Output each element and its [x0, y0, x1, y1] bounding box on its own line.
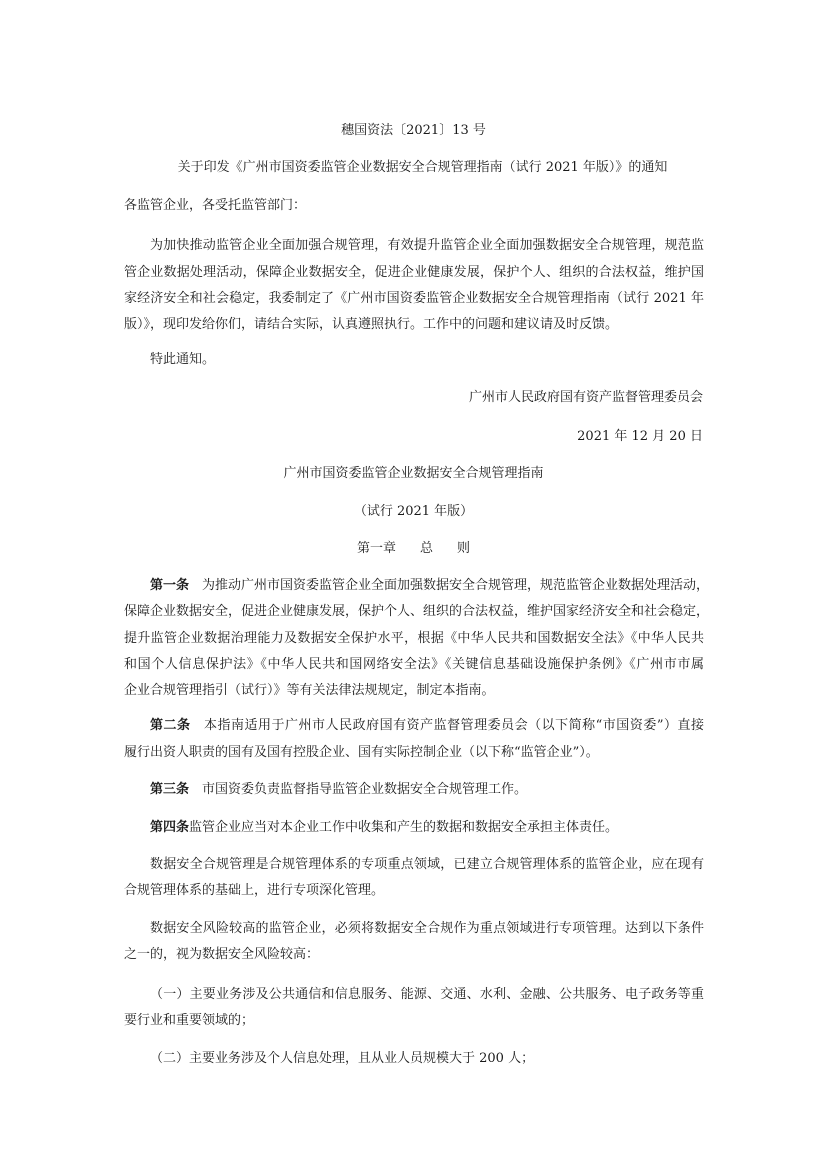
item-1-line-1: （一）主要业务涉及公共通信和信息服务、能源、交通、水利、金融、公共服务、电子政务等重 — [150, 987, 704, 1002]
article-1-line-2: 保障企业数据安全，促进企业健康发展，保护个人、组织的合法权益，维护国家经济安全和社会稳定， — [124, 604, 710, 619]
item-1-line-2: 要行业和重要领域的； — [124, 1013, 255, 1028]
article-1-line-1 — [150, 578, 710, 593]
high-risk-line-1: 数据安全风险较高的监管企业，必须将数据安全合规作为重点领域进行专项管理。达到以下条件 — [150, 921, 704, 936]
article-1-line-4: 和国个人信息保护法》《中华人民共和国网络安全法》《关键信息基础设施保护条例》《广州市市属 — [124, 657, 704, 672]
guide-subtitle: （试行 2021 年版） — [353, 504, 474, 519]
article-1-label: 第一条 — [150, 578, 190, 593]
intro-line-1: 为加快推动监管企业全面加强合规管理，有效提升监管企业全面加强数据安全合规管理，规范监 — [150, 238, 704, 253]
article-3-text: 市国资委负责监督指导监管企业数据安全合规管理工作。 — [202, 782, 528, 797]
article-4-text: 监管企业应当对本企业工作中收集和产生的数据和数据安全承担主体责任。 — [189, 820, 619, 835]
article-2-line-2: 履行出资人职责的国有及国有控股企业、国有实际控制企业（以下称“监管企业”）。 — [124, 745, 599, 760]
article-3-label: 第三条 — [150, 782, 190, 797]
chapter-name-1: 总 — [419, 541, 433, 556]
item-2: （二）主要业务涉及个人信息处理，且从业人员规模大于 200 人； — [150, 1051, 535, 1066]
high-risk-line-2: 之一的，视为数据安全风险较高： — [124, 947, 320, 962]
key-area-line-2: 合规管理体系的基础上，进行专项深化管理。 — [124, 883, 385, 898]
article-1-line-3: 提升监管企业数据治理能力及数据安全保护水平，根据《中华人民共和国数据安全法》《中华人民共 — [124, 631, 704, 646]
article-2-label: 第二条 — [150, 718, 191, 733]
notice-title: 关于印发《广州市国资委监管企业数据安全合规管理指南（试行 2021 年版）》的通知 — [177, 160, 668, 175]
article-2-line-1 — [150, 719, 704, 732]
intro-line-3: 家经济安全和社会稳定，我委制定了《广州市国资委监管企业数据安全合规管理指南（试行 2021 年 — [124, 291, 704, 306]
signature: 广州市人民政府国有资产监督管理委员会 — [468, 390, 703, 405]
date: 2021 年 12 月 20 日 — [577, 429, 703, 444]
article-4-label: 第四条 — [150, 820, 190, 835]
document-number: 穗国资法〔2021〕13 号 — [341, 123, 486, 138]
chapter-number: 第一章 — [356, 541, 396, 556]
article-1-line-5: 企业合规管理指引（试行）》等有关法律法规规定，制定本指南。 — [124, 683, 495, 698]
chapter-heading — [0, 542, 827, 555]
article-3 — [150, 783, 527, 796]
chapter-name-2: 则 — [457, 541, 471, 556]
article-4 — [150, 821, 618, 834]
salutation: 各监管企业，各受托监管部门： — [124, 198, 307, 213]
key-area-line-1: 数据安全合规管理是合规管理体系的专项重点领域，已建立合规管理体系的监管企业，应在现有 — [150, 857, 704, 872]
article-2-text-1: 本指南适用于广州市人民政府国有资产监督管理委员会（以下简称“市国资委”）直接 — [203, 718, 704, 733]
article-1-text-1: 为推动广州市国资委监管企业全面加强数据安全合规管理，规范监管企业数据处理活动， — [202, 578, 710, 593]
guide-title: 广州市国资委监管企业数据安全合规管理指南 — [283, 466, 544, 481]
intro-line-4: 版）》，现印发给你们，请结合实际，认真遵照执行。工作中的问题和建议请及时反馈。 — [124, 317, 619, 332]
closing: 特此通知。 — [150, 352, 216, 367]
intro-line-2: 管企业数据处理活动，保障企业数据安全，促进企业健康发展，保护个人、组织的合法权益，维护国 — [124, 265, 704, 280]
